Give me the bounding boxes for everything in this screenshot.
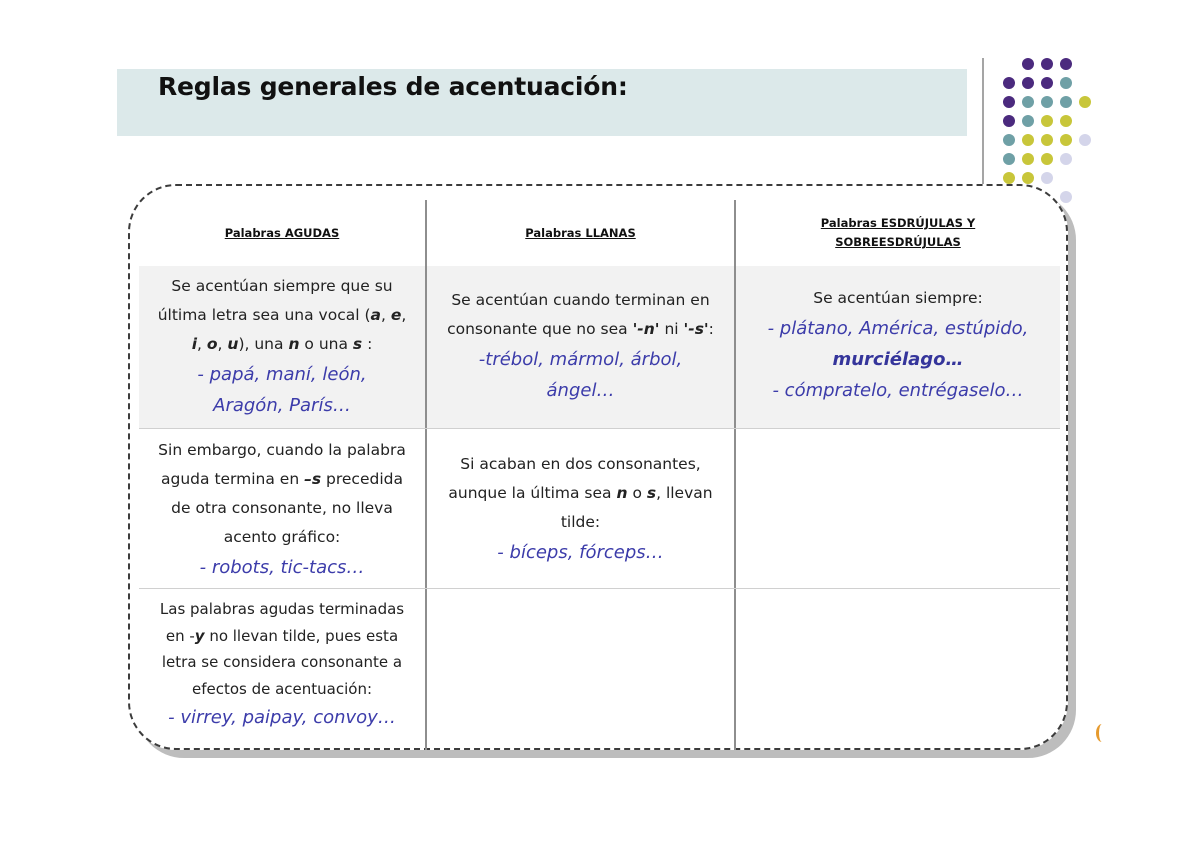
decorative-dot xyxy=(1022,153,1034,165)
decorative-dot xyxy=(1022,134,1034,146)
decorative-dot xyxy=(1060,153,1072,165)
example-llanas-exception: - bíceps, fórceps… xyxy=(497,542,664,563)
decorative-dot xyxy=(1060,191,1072,203)
decorative-dot xyxy=(1022,77,1034,89)
decorative-dot xyxy=(1041,134,1053,146)
cell-agudas-exception-y: Las palabras agudas terminadas en -y no llevan tilde, pues esta letra se considera consonante a efectos de acentuación: - virrey, paipay, convoy… xyxy=(139,596,425,733)
decorative-dot xyxy=(1060,115,1072,127)
decorative-arc xyxy=(1096,724,1108,742)
example-esdrujulas-1: - plátano, América, estúpido, xyxy=(767,318,1029,339)
row-divider-1 xyxy=(139,428,1060,429)
cell-agudas-rule: Se acentúan siempre que su última letra sea una vocal (a, e, i, o, u), una n o una s : - papá, maní, león, Aragón, París… xyxy=(139,272,425,421)
example-agudas-exception-s: - robots, tic-tacs… xyxy=(199,557,365,578)
decorative-dot xyxy=(1041,58,1053,70)
decorative-dot xyxy=(1003,115,1015,127)
example-agudas-2: Aragón, París… xyxy=(213,395,351,416)
decorative-dot xyxy=(1060,77,1072,89)
cell-llanas-exception: Si acaban en dos consonantes, aunque la última sea n o s, llevan tilde: - bíceps, fórceps… xyxy=(427,450,734,568)
example-esdrujulas-2: murciélago… xyxy=(832,349,964,370)
decorative-dot xyxy=(1003,96,1015,108)
decorative-dot xyxy=(1041,172,1053,184)
decorative-dot xyxy=(1060,58,1072,70)
decorative-dot xyxy=(1041,115,1053,127)
decorative-dot xyxy=(1041,153,1053,165)
page-title: Reglas generales de acentuación: xyxy=(158,72,628,101)
column-divider-2 xyxy=(734,200,736,750)
decorative-vertical-line xyxy=(982,58,984,188)
decorative-dot xyxy=(1060,96,1072,108)
decorative-dot xyxy=(1060,134,1072,146)
decorative-dot xyxy=(1022,58,1034,70)
cell-llanas-rule: Se acentúan cuando terminan en consonante que no sea '-n' ni '-s': -trébol, mármol, árbol, ángel… xyxy=(427,286,734,406)
decorative-dot xyxy=(1041,77,1053,89)
header-esdrujulas: Palabras ESDRÚJULAS Y SOBREESDRÚJULAS xyxy=(820,216,976,249)
cell-esdrujulas-rule: Se acentúan siempre: - plátano, América, estúpido, murciélago… - cómpratelo, entrégaselo… xyxy=(736,284,1060,406)
decorative-dot xyxy=(1003,134,1015,146)
header-agudas: Palabras AGUDAS xyxy=(224,226,340,240)
cell-agudas-exception-s: Sin embargo, cuando la palabra aguda termina en –s precedida de otra consonante, no lleva acento gráfico: - robots, tic-tacs… xyxy=(139,436,425,583)
row-divider-2 xyxy=(139,588,1060,589)
decorative-dot xyxy=(1079,96,1091,108)
example-esdrujulas-3: - cómpratelo, entrégaselo… xyxy=(772,380,1024,401)
example-agudas-exception-y: - virrey, paipay, convoy… xyxy=(168,707,396,728)
decorative-dot xyxy=(1079,134,1091,146)
decorative-dot xyxy=(1022,172,1034,184)
decorative-dot xyxy=(1022,115,1034,127)
example-agudas-1: - papá, maní, león, xyxy=(197,364,367,385)
decorative-dot xyxy=(1022,96,1034,108)
decorative-dot xyxy=(1003,153,1015,165)
header-llanas: Palabras LLANAS xyxy=(525,226,636,240)
example-llanas-2: ángel… xyxy=(546,380,615,401)
example-llanas-1: -trébol, mármol, árbol, xyxy=(478,349,683,370)
decorative-dot xyxy=(1041,96,1053,108)
decorative-dot xyxy=(1003,172,1015,184)
decorative-dot xyxy=(1003,77,1015,89)
